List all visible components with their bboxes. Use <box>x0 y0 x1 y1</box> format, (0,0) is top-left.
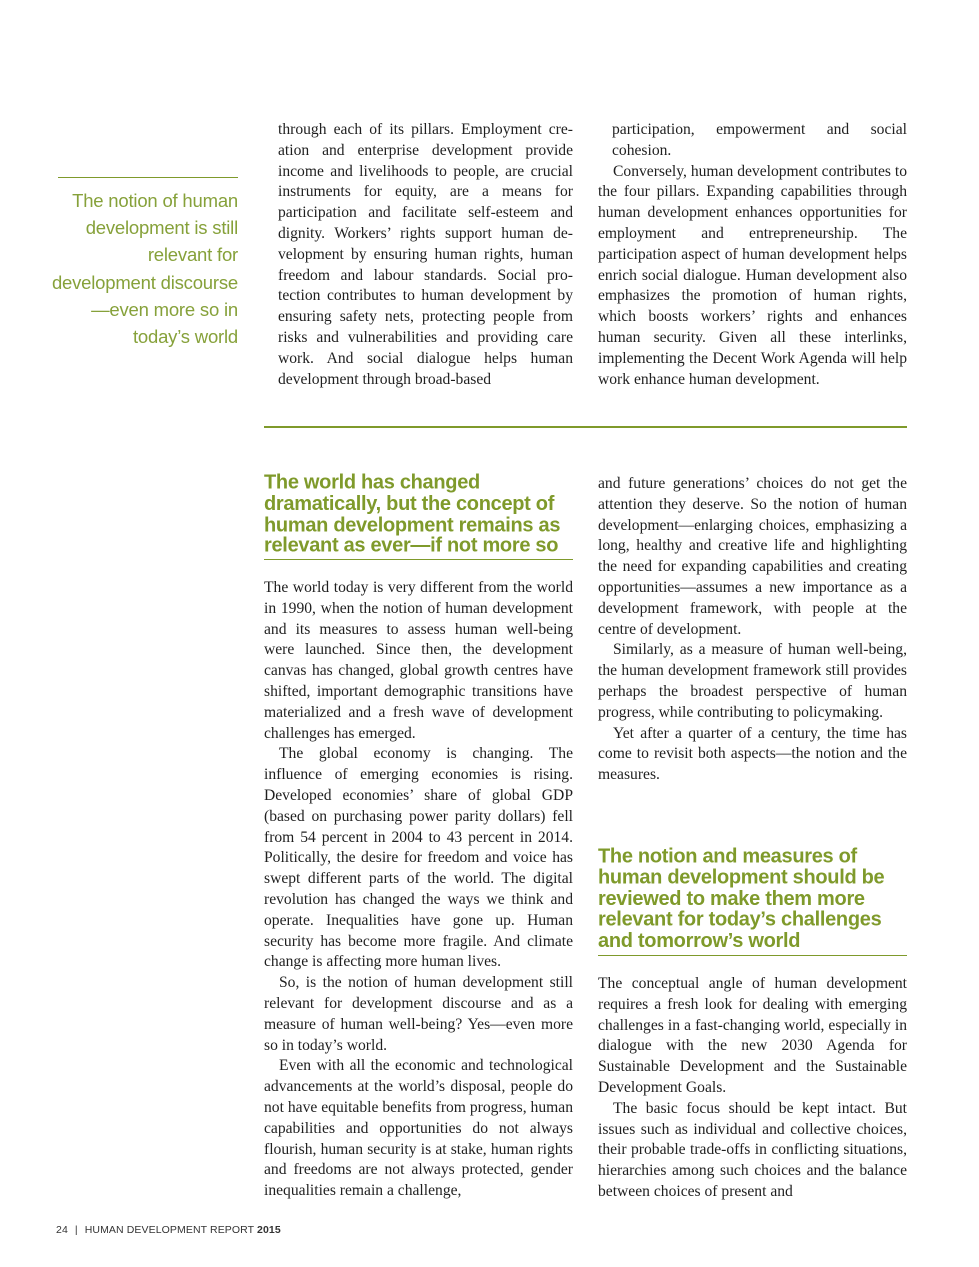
paragraph: The conceptual angle of human development requires a fresh look for dealing with emerging challenges in a fast-changing world, especially in dialogue with the new 2030 Agenda for Sustainable Development and the Sustainable Development Goals. <box>598 975 907 1096</box>
bottom-right-column-top <box>598 474 907 786</box>
paragraph: The world today is very different from the world in 1990, when the notion of human development and its measures to assess human well-being were launched. Since then, the development canvas has changed, global growth centres have shifted, important demographic transitions have materialized and a fresh wave of development challenges has emerged. <box>264 579 573 742</box>
top-right-column <box>598 120 907 390</box>
paragraph: So, is the notion of human development still relevant for development discourse and as a measure of human well-being? Yes—even more so in today’s world. <box>264 974 573 1054</box>
page-number: 24 <box>56 1224 68 1236</box>
report-year: 2015 <box>257 1224 281 1236</box>
top-left-column <box>278 120 573 390</box>
paragraph: Conversely, human development contributes to the four pillars. Expanding capabilities through human development enhances opportunities for employment and entrepreneurship. The participation aspect of human development helps enrich social dialogue. Human development also emphasizes the promotion of human rights, which boosts workers’ rights and enhances human security. Given all these interlinks, implementing the Decent Work Agenda will help work enhance human development. <box>598 162 907 388</box>
paragraph: Even with all the economic and technological advancements at the world’s disposal, people do not have equitable benefits from progress, human capabilities and opportunities do not always flourish, human security is at stake, human rights and freedoms are not always protected, gender inequalities remain a challenge, <box>264 1057 573 1200</box>
bottom-right-column-bottom <box>598 974 907 1203</box>
section-divider <box>264 426 907 428</box>
paragraph: through each of its pillars. Employment creation and enterprise development provide income and livelihoods to people, are crucial instruments for equity, are a means for participation and facilitate self-esteem and dignity. Workers’ rights support human development by ensuring human rights, human freedom and labour standards. Social protection contributes to human development by ensuring safety nets, protecting people from risks and vulnerabilities and providing care work. And social dialogue helps human development through broad-based <box>278 121 573 388</box>
paragraph: The global economy is changing. The influence of emerging economies is rising. Developed economies’ share of global GDP (based on purchasing power parity dollars) fell from 54 percent in 2004 to 43 percent in 2014. Politically, the desire for freedom and voice has swept different parts of the world. The digital revolution has changed the ways we think and operate. Inequalities have gone up. Human security has become more fragile. And climate change is affecting more human lives. <box>264 745 573 971</box>
page-footer <box>56 1224 281 1236</box>
heading-underline <box>264 559 573 560</box>
bottom-left-column <box>264 578 573 1202</box>
footer-separator: | <box>74 1224 78 1236</box>
pullquote: The notion of human development is still relevant for development discourse—even more so in today’s world <box>51 190 238 348</box>
paragraph: and future generations’ choices do not get the attention they deserve. So the notion of human development—enlarging choices, emphasizing a long, healthy and creative life and highlighting the need for expanding capabilities and creating opportunities—assumes a new importance as a development framework, with people at the centre of development. <box>598 475 907 638</box>
section-heading-notion-and-measures: The notion and measures of human development should be reviewed to make them more relevant for today’s challenges and tomorrow’s world <box>598 844 885 953</box>
paragraph: participation, empowerment and social cohesion. <box>612 121 907 159</box>
report-title: HUMAN DEVELOPMENT REPORT <box>84 1224 254 1236</box>
section-heading-world-has-changed: The world has changed dramatically, but the concept of human development remains as relevant as ever—if not more so <box>264 471 561 558</box>
paragraph: Similarly, as a measure of human well-being, the human development framework still provides perhaps the broadest perspective of human progress, while contributing to policymaking. <box>598 641 907 721</box>
paragraph: The basic focus should be kept intact. But issues such as individual and collective choices, their probable trade-offs in conflicting situations, hierarchies among such choices and the balance between choices of present and <box>598 1099 907 1200</box>
pullquote-rule <box>58 177 238 178</box>
heading-underline <box>598 955 907 956</box>
paragraph: Yet after a quarter of a century, the time has come to revisit both aspects—the notion and the measures. <box>598 724 907 784</box>
